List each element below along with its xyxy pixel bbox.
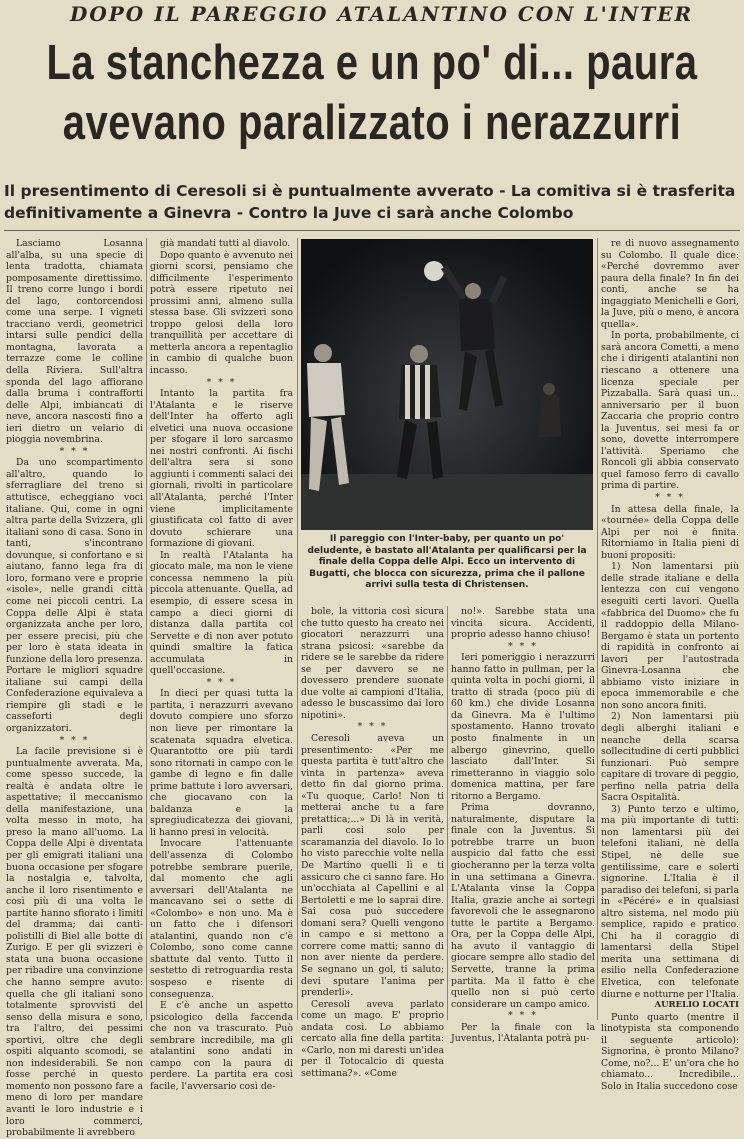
- section-break: * * *: [655, 492, 685, 504]
- article-paragraph: bole, la vittoria così sicura che tutto questo ha creato nei giocatori nerazzurri una strana psicosi: «sarebbe da ridere se le sarebbe da ridere se per davvero se ne dovessero prendere suonate due volte ai campioni d'Italia, adesso le buscassimo dai loro nipotini».: [301, 606, 444, 721]
- kicker: DOPO IL PAREGGIO ATALANTINO CON L'INTER: [70, 2, 694, 26]
- section-break: * * *: [357, 721, 388, 733]
- article-paragraph: Dopo quanto è avvenuto nei giorni scorsi, pensiamo che difficilmente l'esperimento potrà essere ripetuto nei prossimi anni, almeno sulla stessa base. Gli svizzeri sono troppo gelosi della loro tranquillità per accettare di metterla ancora a repentaglio in cambio di qualche buon incasso.: [150, 249, 293, 377]
- article-column-2: [150, 238, 293, 1092]
- article-paragraph: La facile previsione si è puntualmente avverata. Ma, come spesso succede, la realtà è andata oltre le aspettative; il meccanismo della manifestazione, una volta messo in moto, ha preso la mano all'uomo. La Coppa delle Alpi è diventata per gli emigrati italiani una buona occasione per sfogare la nostalgia e, talvolta, anche il loro risentimento e così più di una volta le partite hanno sfiorato i limiti del dramma; dai canti-polistilli di Biel alle botte di Zurigo. E per gli svizzeri è stata una buona occasione per ribadire una convinzione che hanno sempre avuto: quella che gli italiani sono totalmente sprovvisti del senso della misura e sono, tra l'altro, dei pessimi sportivi, oltre che degli ospiti alquanto scomodi, se non indesiderabili. Se non fosse perché in questo momento non possono fare a meno di loro per mandare avanti le loro industrie e i loro commerci, probabilmente li avrebbero: [6, 746, 143, 1139]
- article-paragraph: Ieri pomeriggio i nerazzurri hanno fatto in pullman, per la quinta volta in pochi giorni, il tratto di strada (poco più di 60 km.) che divide Losanna da Ginevra. Ma è l'ultimo spostamento. Hanno trovato posto finalmente in un albergo ginevrino, quello lasciato dall'Inter. Si rimetteranno in viaggio solo domenica mattina, per fare ritorno a Bergamo.: [451, 652, 595, 802]
- match-photo: [301, 239, 593, 530]
- subheadline: Il presentimento di Ceresoli si è puntualmente avverato - La comitiva si è trasferita definitivamente a Ginevra - Contro la Juve ci sarà anche Colombo: [4, 182, 736, 222]
- section-break: * * *: [508, 1010, 538, 1022]
- column-divider: [597, 238, 598, 1020]
- article-paragraph: In realtà l'Atalanta ha giocato male, ma non le viene concessa nemmeno la più piccola attenuante. Quella, ad esempio, di essere scesa in campo a dieci giorni di distanza dalla partita col Servette e di non aver potuto quindi smaltire la fatica accumulata in quell'occasione.: [150, 549, 293, 677]
- article-paragraph: Per la finale con la Juventus, l'Atalanta potrà pu-: [451, 1021, 595, 1045]
- article-column-4: [451, 606, 595, 1045]
- match-photo-image: [301, 239, 593, 530]
- article-paragraph: Invocare l'attenuante dell'assenza di Colombo potrebbe sembrare puerile, dal momento che agli avversari dell'Atalanta ne mancavano sei o sette di «Colombo» e non uno. Ma è un fatto che i difensori atalantini, quando non c'è Colombo, sono come canne sbattute dal vento. Tutto il sestetto di retroguardia resta sospeso e risente di conseguenza.: [150, 838, 293, 1000]
- article-paragraph: 3) Punto terzo e ultimo, ma più importante di tutti: non lamentarsi più dei telefoni italiani, nè della Stipel, nè delle sue gentilissime, care e solerti signorine. L'Italia è il paradiso dei telefoni, si parla in «Pécéré» e in qualsiasi altro sistema, nel modo più semplice, rapido e pratico. Chi ha il coraggio di lamentarsi della Stipel merita una settimana di esilio nella Confederazione Elvetica, con telefonate diurne e notturne per l'Italia.: [601, 803, 739, 1000]
- article-paragraph: 2) Non lamentarsi più degli alberghi italiani e neanche della scarsa sollecitudine di certi pubblici funzionari. Può sempre capitare di trovare di peggio, perfino nella patria della Sacra Ospitalità.: [601, 711, 739, 804]
- section-break: * * *: [59, 445, 90, 457]
- author-signature: AURELIO LOCATI: [654, 1000, 739, 1011]
- article-column-3: [301, 606, 444, 1079]
- column-divider: [146, 238, 147, 1020]
- article-paragraph: Ceresoli aveva un presentimento: «Per me questa partita è tutt'altro che vinta in partenza» aveva detto fin dal giorno prima. «Tu quoque, Carlo! Non ti metterai anche tu a fare pretattica;...» Di là in verità, parli così solo per scaramanzia del diavolo. Io lo ho visto parecchie volte nella De Martino quelli lì e ti assicuro che ci sanno fare. Ho un'occhiata al Capellini e al Bertoletti e me lo saprai dire. Sai cosa può succedere domani sera? Quelli vengono in campo e si mettono a correre come matti; sanno di non aver niente da perdere. Se segnano un gol, ti saluto; devi sputare l'anima per prenderli».: [301, 733, 444, 999]
- article-paragraph: Punto quarto (mentre il linotypista sta componendo il seguente articolo): Signorina, è pronto Milano? Come, no?... E' un'ora che ho chiamato... Incredibile... Solo in Italia succedono cose: [601, 1011, 739, 1092]
- section-break: * * *: [206, 376, 237, 388]
- article-paragraph: In porta, probabilmente, ci sarà ancora Cometti, a meno che i dirigenti atalantini non riescano a ottenere una licenza speciale per Pizzaballa. Sarà quasi un... anniversario per il buon Zaccaria che proprio contro la Juventus, sei mesi fa or sono, dovette interrompere l'attività. Speriamo che Roncoli gli abbia conservato quel famoso ferro di cavallo prima di partire.: [601, 330, 739, 492]
- article-paragraph: già mandati tutti al diavolo.: [160, 238, 291, 249]
- article-paragraph: Ceresoli aveva parlato come un mago. E' proprio andata così. Lo abbiamo cercato alla fine della partita: «Carlo, non mi daresti un'idea per il Totocalcio di questa settimana?». «Come: [301, 998, 444, 1079]
- article-paragraph: E c'è anche un aspetto psicologico della faccenda che non va trascurato. Può sembrare incredibile, ma gli atalantini sono andati in campo con la paura di perdere. La partita era così facile, l'avversario così de-: [150, 1000, 293, 1092]
- article-column-5: [601, 238, 739, 1092]
- headline: [0, 34, 744, 154]
- article-paragraph: Prima dovranno, naturalmente, disputare la finale con la Juventus. Si potrebbe trarre un buon auspicio dal fatto che essi giocheranno per la terza volta in una settimana a Ginevra. L'Atalanta vinse la Coppa Italia, grazie anche ai sortegi favorevoli che le assegnarono tutte le partite a Bergamo. Ora, per la Coppa delle Alpi, ha avuto il vantaggio di giocare sempre allo stadio del Servette, tranne la prima partita. Ma il fatto è che quello non si può certo considerare un campo amico.: [451, 802, 595, 1010]
- headline-line-2: avevano paralizzato i nerazzurri: [62, 96, 682, 150]
- section-rule: [4, 230, 740, 231]
- article-paragraph: re di nuovo assegnamento su Colombo. Il quale dice: «Perché dovremmo aver paura della finale? In fin dei conti, anche se ha ingaggiato Menichelli e Gori, la Juve, più o meno, è ancora quella».: [601, 238, 739, 330]
- section-break: * * *: [59, 734, 90, 746]
- photo-caption: Il pareggio con l'Inter-baby, per quanto un po' deludente, è bastato all'Atalanta per qualificarsi per la finale della Coppa delle Alpi. Ecco un intervento di Bugatti, che blocca con sicurezza, prima che il pallone arrivi sulla testa di Christensen.: [307, 534, 587, 590]
- article-paragraph: no!». Sarebbe stata una vincita sicura. Accidenti, proprio adesso hanno chiuso!: [451, 606, 595, 641]
- article-paragraph: Da uno scompartimento all'altro, quando lo sferragliare del treno si attutisce, echeggiano voci italiane. Qui, come in ogni altra parte della Svizzera, gli italiani sono di casa. Sono in tanti, s'incontrano dovunque, si confortano e si aiutano, fanno lega fra di loro, formano vere e proprie «isole», nelle grandi città come nei piccoli centri. La Coppa delle Alpi è stata organizzata anche per loro, per essere precisi, più che per loro è stata ideata in funzione della loro presenza. Portare le migliori squadre italiane sui campi della Confederazione equivaleva a riempire gli stadi e le casseforti degli organizzatori.: [6, 457, 143, 734]
- article-paragraph: 1) Non lamentarsi più delle strade italiane e della lentezza con cui vengono eseguiti certi lavori. Quella «fabbrica del Duomo» che fu il raddoppio della Milano-Bergamo è stata un portento di rapidità in confronto ai lavori per l'autostrada Ginevra-Losanna che abbiamo visto iniziare in epoca immemorabile e che non sono ancora finiti.: [601, 561, 739, 711]
- article-paragraph: Intanto la partita fra l'Atalanta e le riserve dell'Inter ha offerto agli elvetici una nuova occasione per sfogare il loro sarcasmo nei nostri confronti. Ai fischi dell'altra sera si sono aggiunti i commenti salaci dei giornali, rivolti in particolare all'Atalanta, perché l'Inter viene implicitamente giustificata col fatto di aver dovuto schierare una formazione di giovani.: [150, 388, 293, 550]
- section-break: * * *: [206, 676, 237, 688]
- headline-line-1: La stanchezza e un po' di... paura: [46, 36, 698, 91]
- article-paragraph: In dieci per quasi tutta la partita, i nerazzurri avevano dovuto compiere uno sforzo non lieve per rimontare la scatenata squadra elvetica. Quarantotto ore più tardi sono ritornati in campo con le gambe di legno e fin dalle prime battute i loro avversari, che giocavano con la baldanza e la spregiudicatezza dei giovani, li hanno presi in velocità.: [150, 688, 293, 838]
- article-paragraph: In attesa della finale, la «tournée» della Coppa delle Alpi per noi è finita. Ritorniamo in Italia pieni di buoni propositi:: [601, 503, 739, 561]
- column-divider: [447, 606, 448, 1020]
- article-column-1: [6, 238, 143, 1139]
- article-paragraph: Lasciamo Losanna all'alba, su una specie di lenta tradotta, chiamata pomposamente direttissimo. Il treno corre lungo i bordi del lago, contorcendosi come una serpe. I vigneti tracciano verdi, geometrici intarsi sulle pendici della montagna, lavorata a terrazze come le colline della Riviera. Sull'altra sponda del lago affiorano dalla bruma i contrafforti delle Alpi, imbiancati di neve, ancora nascosti fino a ieri dietro un velario di pioggia novembrina.: [6, 238, 143, 446]
- section-break: * * *: [508, 640, 538, 652]
- column-divider: [297, 238, 298, 1020]
